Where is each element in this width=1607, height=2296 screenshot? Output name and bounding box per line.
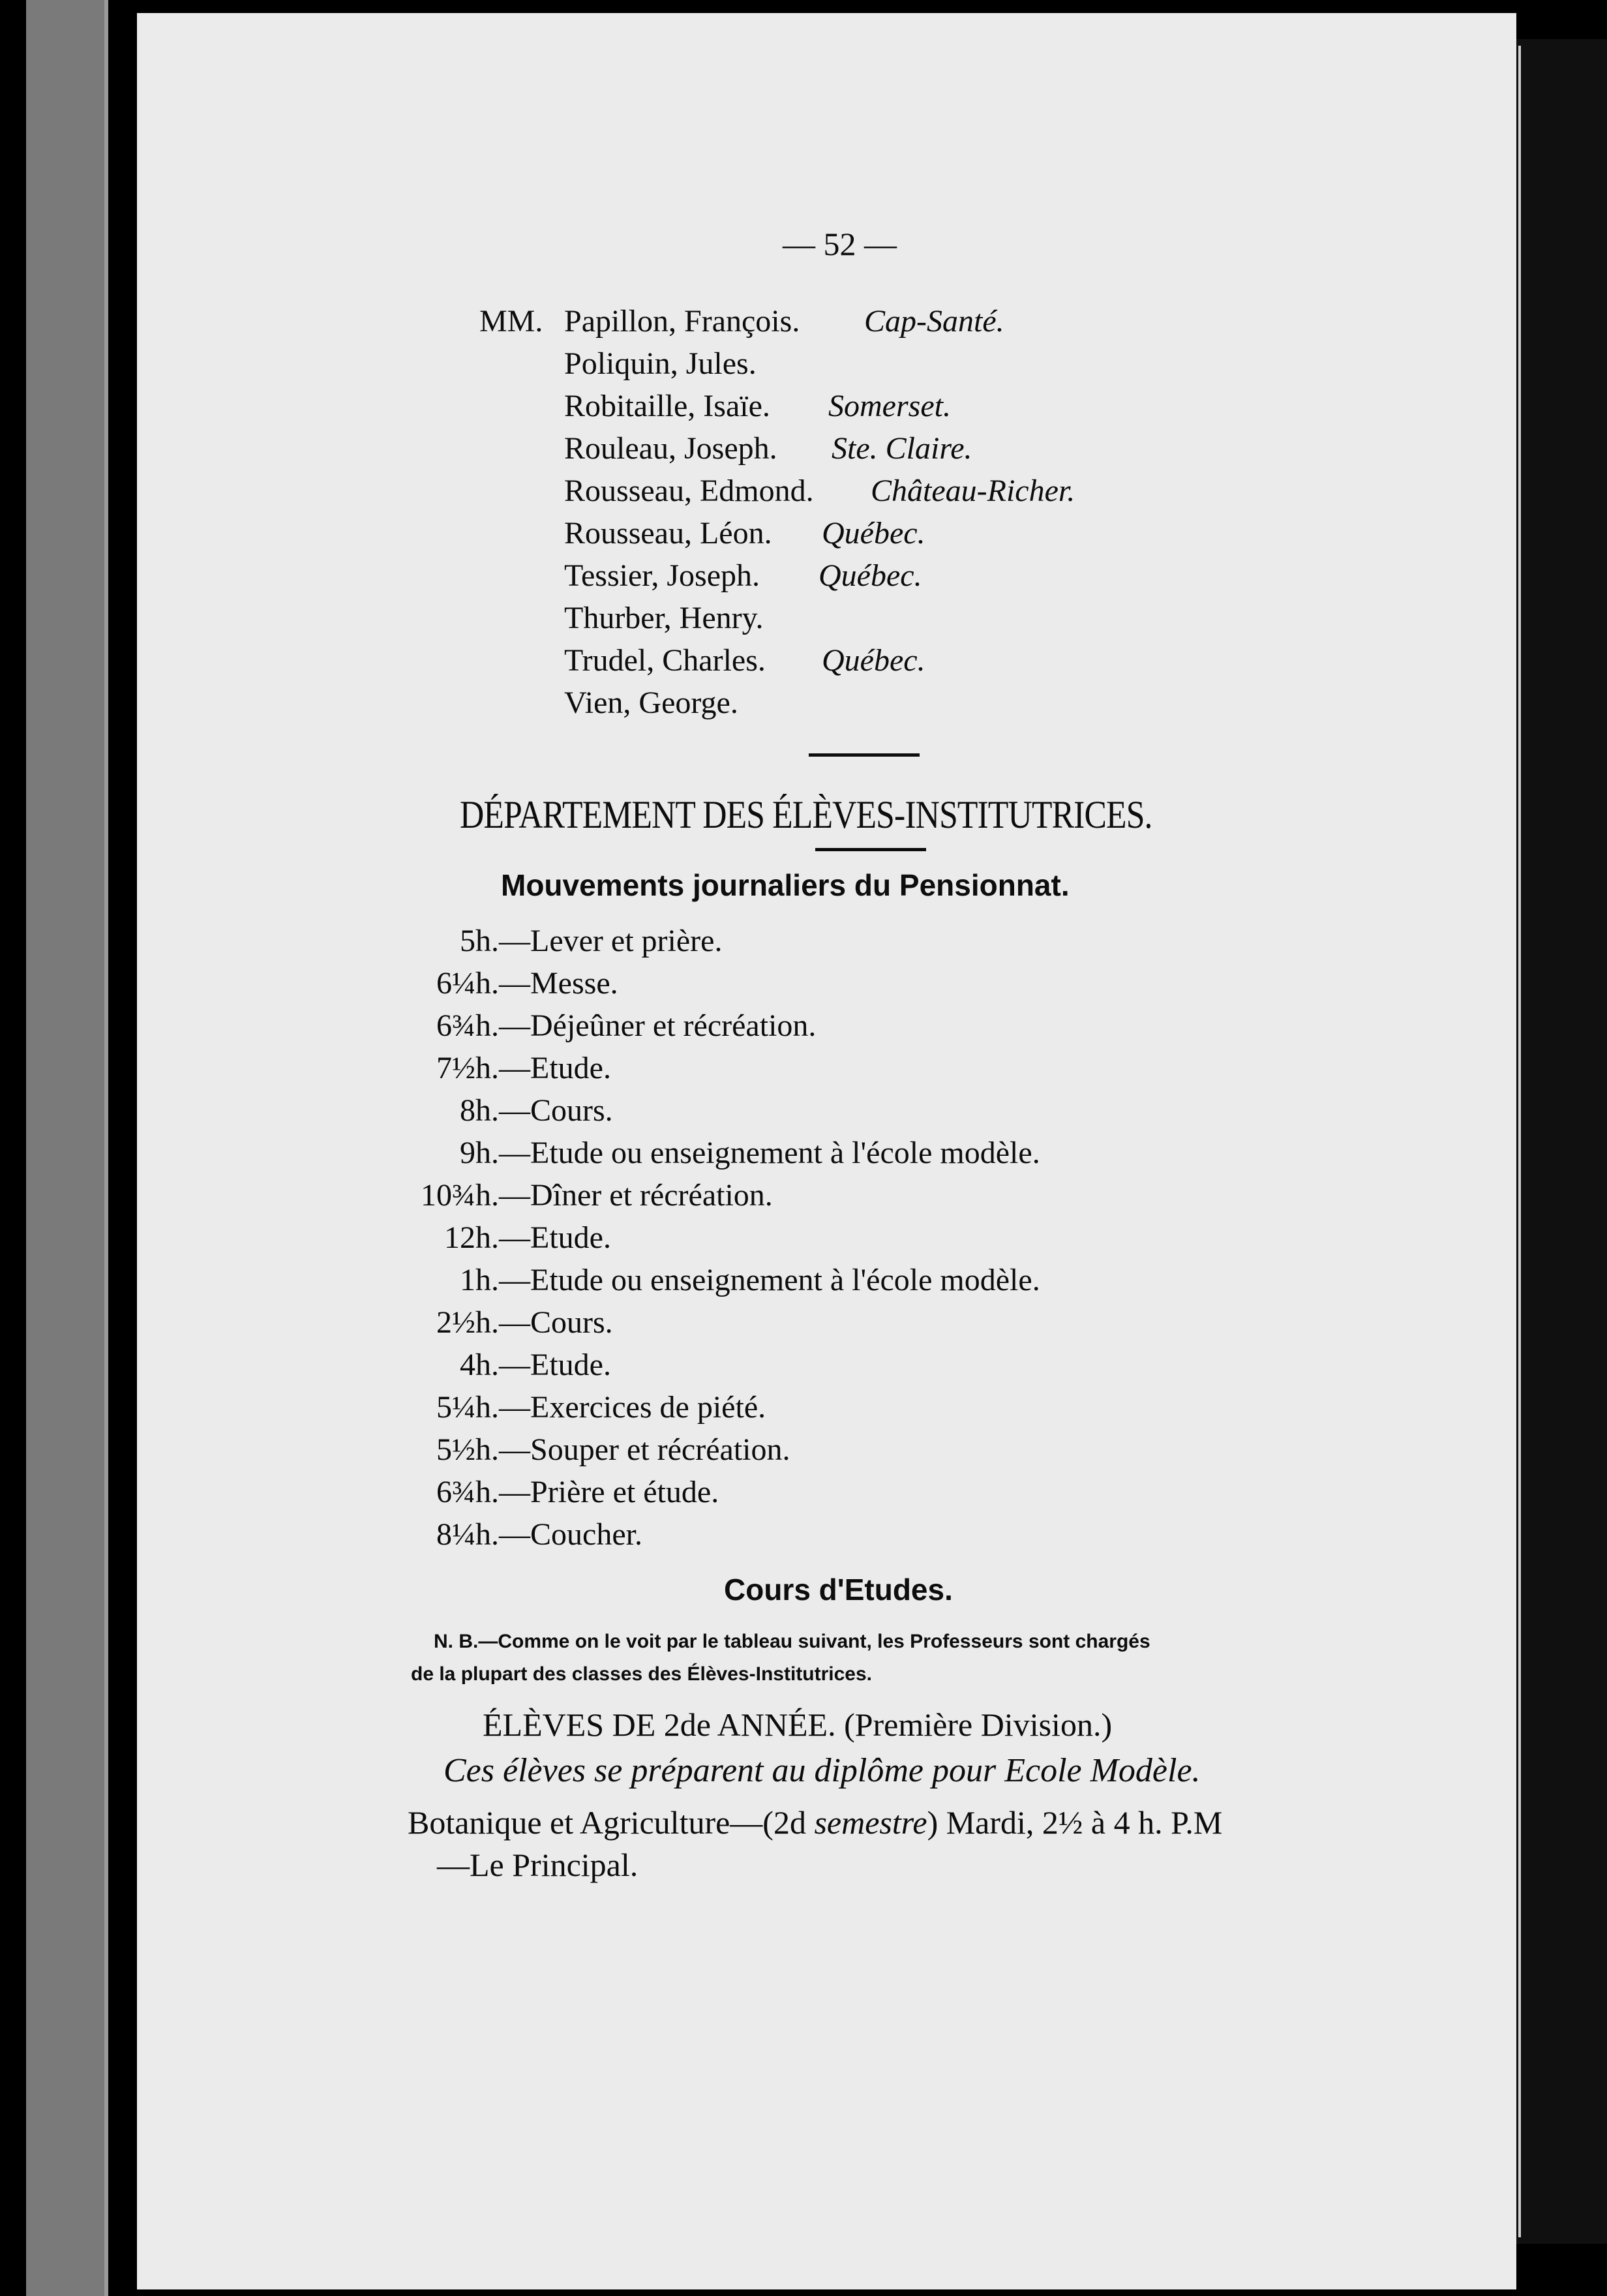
book-binding bbox=[26, 0, 104, 2296]
schedule-activity: —Etude ou enseignement à l'école modèle. bbox=[499, 1263, 1040, 1297]
schedule-activity: —Dîner et récréation. bbox=[499, 1178, 773, 1213]
student-row bbox=[564, 558, 922, 594]
student-row bbox=[564, 642, 925, 678]
student-row bbox=[564, 600, 764, 636]
page-number: — 52 — bbox=[783, 226, 897, 262]
student-row bbox=[564, 388, 951, 424]
student-place: Château-Richer. bbox=[871, 474, 1075, 508]
schedule-time: 6¼h. bbox=[436, 966, 499, 1001]
schedule-time: 8h. bbox=[460, 1093, 499, 1128]
student-name: Rousseau, Léon. bbox=[564, 516, 772, 551]
schedule-time: 2½h. bbox=[436, 1305, 499, 1340]
schedule-time: 6¾h. bbox=[436, 1008, 499, 1043]
adjacent-page-border bbox=[1518, 46, 1521, 2237]
course-line bbox=[408, 1804, 1222, 1841]
schedule-heading: Mouvements journaliers du Pensionnat. bbox=[501, 868, 1070, 902]
student-row bbox=[564, 515, 925, 551]
schedule-time: 1h. bbox=[460, 1263, 499, 1297]
students-prefix: MM. bbox=[479, 304, 543, 339]
schedule-time: 10¾h. bbox=[421, 1178, 499, 1213]
student-name: Tessier, Joseph. bbox=[564, 558, 760, 593]
adjacent-page-edge bbox=[1516, 39, 1607, 2244]
schedule-time: 12h. bbox=[444, 1220, 499, 1255]
schedule-activity: —Messe. bbox=[499, 966, 618, 1001]
page-gutter bbox=[104, 0, 108, 2296]
section-divider bbox=[809, 753, 920, 757]
schedule-time: 4h. bbox=[460, 1348, 499, 1382]
schedule-time: 5h. bbox=[460, 924, 499, 958]
student-name: Rousseau, Edmond. bbox=[564, 474, 814, 508]
course-line-end: ) Mardi, 2½ à 4 h. P.M bbox=[927, 1804, 1223, 1841]
student-row bbox=[564, 430, 972, 466]
schedule-activity: —Etude. bbox=[499, 1220, 611, 1255]
book-page bbox=[137, 13, 1516, 2289]
schedule-activity: —Cours. bbox=[499, 1305, 613, 1340]
schedule-activity: —Lever et prière. bbox=[499, 924, 723, 958]
schedule-activity: —Etude. bbox=[499, 1051, 611, 1085]
courses-heading: Cours d'Etudes. bbox=[724, 1573, 953, 1607]
student-place: Ste. Claire. bbox=[832, 431, 972, 466]
schedule-activity: —Déjeûner et récréation. bbox=[499, 1008, 817, 1043]
course-line-semestre: semestre bbox=[814, 1804, 927, 1841]
student-place: Québec. bbox=[819, 558, 922, 593]
schedule-activity: —Coucher. bbox=[499, 1517, 642, 1552]
course-line-2: —Le Principal. bbox=[437, 1847, 638, 1883]
schedule-time: 6¾h. bbox=[436, 1475, 499, 1509]
schedule-activity: —Etude. bbox=[499, 1348, 611, 1382]
student-row bbox=[564, 473, 1075, 509]
course-line-start: Botanique et Agriculture—(2d bbox=[408, 1804, 815, 1841]
schedule-time: 7½h. bbox=[436, 1051, 499, 1085]
student-row bbox=[564, 303, 1004, 339]
level-subheading: Ces élèves se préparent au diplôme pour Ecole Modèle. bbox=[443, 1752, 1201, 1789]
schedule-activity: —Cours. bbox=[499, 1093, 613, 1128]
student-name: Robitaille, Isaïe. bbox=[564, 389, 770, 423]
student-name: Thurber, Henry. bbox=[564, 601, 764, 635]
schedule-activity: —Etude ou enseignement à l'école modèle. bbox=[499, 1136, 1040, 1170]
student-place: Québec. bbox=[822, 516, 925, 551]
department-title: DÉPARTEMENT DES ÉLÈVES-INSTITUTRICES. bbox=[460, 793, 1152, 836]
student-place: Québec. bbox=[822, 643, 925, 678]
schedule-time: 9h. bbox=[460, 1136, 499, 1170]
student-row bbox=[564, 346, 757, 382]
schedule-time: 5¼h. bbox=[436, 1390, 499, 1425]
student-name: Trudel, Charles. bbox=[564, 643, 766, 678]
schedule-activity: —Souper et récréation. bbox=[499, 1432, 790, 1467]
student-name: Rouleau, Joseph. bbox=[564, 431, 777, 466]
student-name: Poliquin, Jules. bbox=[564, 346, 757, 381]
note-line-2: de la plupart des classes des Élèves-Institutrices. bbox=[411, 1663, 872, 1685]
schedule-time: 5½h. bbox=[436, 1432, 499, 1467]
schedule-activity: —Prière et étude. bbox=[499, 1475, 719, 1509]
level-heading: ÉLÈVES DE 2de ANNÉE. (Première Division.) bbox=[483, 1706, 1113, 1743]
student-name: Papillon, François. bbox=[564, 304, 800, 339]
note-line-1: N. B.—Comme on le voit par le tableau suivant, les Professeurs sont chargés bbox=[434, 1631, 1150, 1652]
student-row bbox=[564, 685, 738, 721]
title-underline bbox=[815, 848, 926, 851]
schedule-time: 8¼h. bbox=[436, 1517, 499, 1552]
student-place: Somerset. bbox=[828, 389, 951, 423]
schedule-activity: —Exercices de piété. bbox=[499, 1390, 766, 1425]
student-name: Vien, George. bbox=[564, 686, 738, 720]
student-place: Cap-Santé. bbox=[864, 304, 1004, 339]
